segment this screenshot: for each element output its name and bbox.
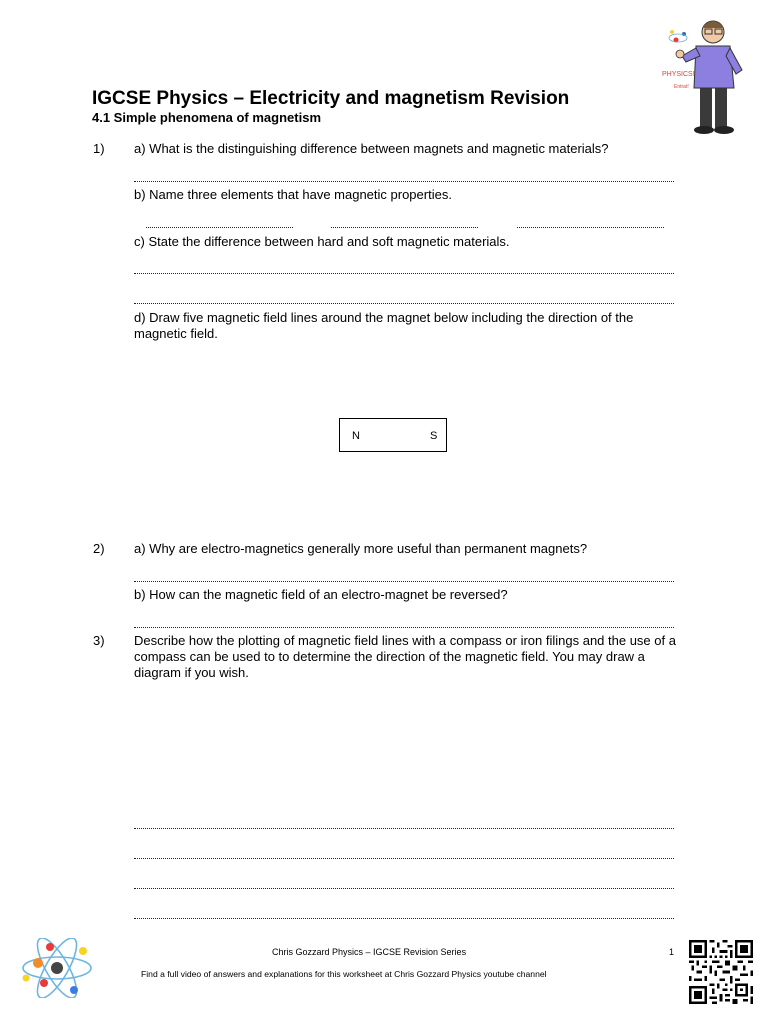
question-2a: a) Why are electro-magnetics generally more useful than permanent magnets? (134, 541, 588, 556)
answer-line[interactable] (517, 227, 664, 228)
footer-note: Find a full video of answers and explanations for this worksheet at Chris Gozzard Physics youtube channel (141, 969, 547, 979)
question-1a: a) What is the distinguishing difference between magnets and magnetic materials? (134, 141, 609, 156)
question-1d: d) Draw five magnetic field lines around the magnet below including the direction of the magnetic field. (134, 310, 634, 341)
qr-code-icon[interactable] (688, 940, 754, 1004)
section-subtitle: 4.1 Simple phenomena of magnetism (92, 110, 321, 125)
answer-line[interactable] (134, 581, 674, 582)
answer-line[interactable] (134, 888, 674, 889)
question-number: 2) (93, 541, 105, 556)
answer-line[interactable] (134, 918, 674, 919)
question-number: 3) (93, 633, 105, 648)
cartoon-physicist-icon (660, 12, 750, 137)
atom-icon (18, 938, 96, 998)
answer-line[interactable] (134, 627, 674, 628)
answer-line[interactable] (134, 828, 674, 829)
answer-line[interactable] (331, 227, 478, 228)
south-pole-label: S (430, 430, 438, 442)
mascot-badge-text: PHYSICS! (662, 71, 695, 78)
page-title: IGCSE Physics – Electricity and magnetism Revision (92, 88, 570, 109)
answer-line[interactable] (146, 227, 293, 228)
answer-line[interactable] (134, 858, 674, 859)
answer-line[interactable] (134, 303, 674, 304)
answer-line[interactable] (134, 181, 674, 182)
north-pole-label: N (352, 430, 360, 442)
question-2b: b) How can the magnetic field of an electro-magnet be reversed? (134, 587, 508, 602)
page-number: 1 (669, 947, 675, 957)
question-3: Describe how the plotting of magnetic field lines with a compass or iron filings and the use of a compass can be used to to determine the direction of the magnetic field. You may draw a diagram if you wish. (134, 633, 676, 680)
footer-series: Chris Gozzard Physics – IGCSE Revision Series (272, 947, 467, 957)
mascot-caption-text: Entrat! (674, 84, 689, 90)
question-1b: b) Name three elements that have magnetic properties. (134, 187, 452, 202)
question-1c: c) State the difference between hard and soft magnetic materials. (134, 234, 510, 249)
bar-magnet (339, 418, 447, 452)
answer-line[interactable] (134, 273, 674, 274)
question-number: 1) (93, 141, 105, 156)
